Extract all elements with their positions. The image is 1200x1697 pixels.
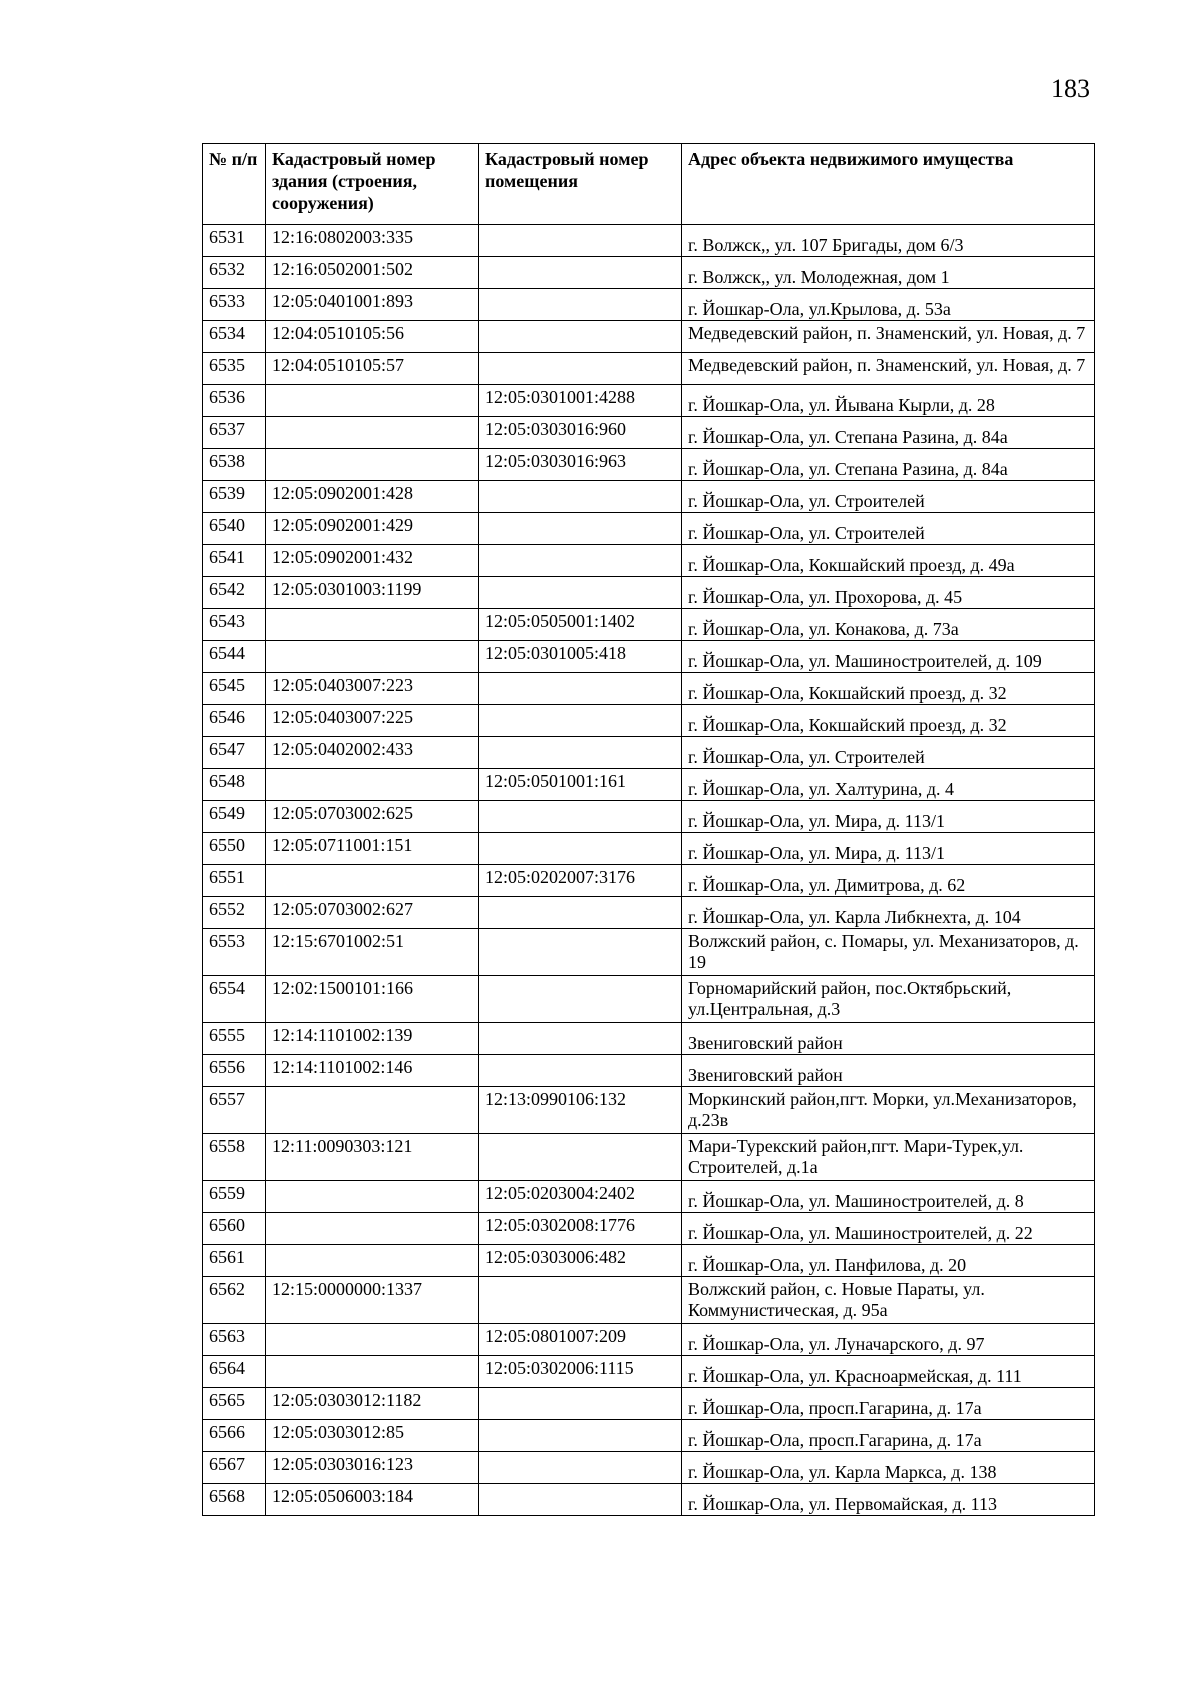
cell-number: 6531 (203, 225, 266, 257)
table-row (203, 929, 1095, 976)
cell-address: Мари-Турекский район,пгт. Мари-Турек,ул. Строителей, д.1а (682, 1134, 1095, 1181)
cell-address: г. Йошкар-Ола, просп.Гагарина, д. 17а (682, 1420, 1095, 1452)
table-row (203, 513, 1095, 545)
cell-building-cadastral: 12:05:0902001:432 (266, 545, 479, 577)
cell-building-cadastral: 12:05:0303012:85 (266, 1420, 479, 1452)
table-row (203, 1388, 1095, 1420)
table-row (203, 1324, 1095, 1356)
cell-building-cadastral (266, 1087, 479, 1134)
cell-address: г. Йошкар-Ола, ул. Степана Разина, д. 84а (682, 449, 1095, 481)
cell-building-cadastral: 12:16:0802003:335 (266, 225, 479, 257)
cell-address: г. Йошкар-Ола, Кокшайский проезд, д. 32 (682, 673, 1095, 705)
cell-building-cadastral (266, 417, 479, 449)
table-row (203, 1245, 1095, 1277)
cell-number: 6549 (203, 801, 266, 833)
cell-number: 6553 (203, 929, 266, 976)
cell-room-cadastral (479, 289, 682, 321)
cell-address: г. Йошкар-Ола, ул. Прохорова, д. 45 (682, 577, 1095, 609)
table-row (203, 609, 1095, 641)
cell-building-cadastral (266, 609, 479, 641)
cell-room-cadastral (479, 545, 682, 577)
table-row (203, 481, 1095, 513)
cell-building-cadastral: 12:05:0403007:223 (266, 673, 479, 705)
cell-room-cadastral: 12:05:0301001:4288 (479, 385, 682, 417)
cell-room-cadastral: 12:05:0203004:2402 (479, 1181, 682, 1213)
table-row (203, 769, 1095, 801)
cell-building-cadastral: 12:05:0401001:893 (266, 289, 479, 321)
table-row (203, 289, 1095, 321)
table-row (203, 833, 1095, 865)
cell-address: Медведевский район, п. Знаменский, ул. Новая, д. 7 (682, 321, 1095, 353)
cell-address: г. Йошкар-Ола, ул. Карла Либкнехта, д. 104 (682, 897, 1095, 929)
cell-room-cadastral (479, 577, 682, 609)
cell-address: г. Йошкар-Ола, ул. Строителей (682, 737, 1095, 769)
table-row (203, 385, 1095, 417)
cell-building-cadastral: 12:05:0402002:433 (266, 737, 479, 769)
cell-address: г. Йошкар-Ола, ул. Йывана Кырли, д. 28 (682, 385, 1095, 417)
cell-building-cadastral (266, 1181, 479, 1213)
cell-room-cadastral: 12:05:0501001:161 (479, 769, 682, 801)
header-address: Адрес объекта недвижимого имущества (682, 144, 1095, 225)
cell-number: 6554 (203, 976, 266, 1023)
cell-number: 6551 (203, 865, 266, 897)
cell-number: 6535 (203, 353, 266, 385)
table-row (203, 1134, 1095, 1181)
cell-room-cadastral (479, 1277, 682, 1324)
table-row (203, 321, 1095, 353)
cell-room-cadastral: 12:05:0302008:1776 (479, 1213, 682, 1245)
table-row (203, 737, 1095, 769)
cell-address: г. Йошкар-Ола, ул. Строителей (682, 513, 1095, 545)
cell-building-cadastral: 12:14:1101002:139 (266, 1023, 479, 1055)
cell-number: 6541 (203, 545, 266, 577)
cell-room-cadastral (479, 801, 682, 833)
table-row (203, 257, 1095, 289)
cell-address: Медведевский район, п. Знаменский, ул. Новая, д. 7 (682, 353, 1095, 385)
table-header (203, 144, 1095, 225)
cell-building-cadastral: 12:11:0090303:121 (266, 1134, 479, 1181)
cell-building-cadastral: 12:05:0703002:627 (266, 897, 479, 929)
cell-address: г. Йошкар-Ола, просп.Гагарина, д. 17а (682, 1388, 1095, 1420)
cell-building-cadastral: 12:05:0711001:151 (266, 833, 479, 865)
table-row (203, 1213, 1095, 1245)
cell-number: 6545 (203, 673, 266, 705)
cell-number: 6538 (203, 449, 266, 481)
cell-room-cadastral: 12:05:0505001:1402 (479, 609, 682, 641)
table-row (203, 1181, 1095, 1213)
cell-address: г. Йошкар-Ола, ул. Карла Маркса, д. 138 (682, 1452, 1095, 1484)
cell-building-cadastral: 12:05:0703002:625 (266, 801, 479, 833)
cell-address: г. Йошкар-Ола, ул. Конакова, д. 73а (682, 609, 1095, 641)
cell-number: 6566 (203, 1420, 266, 1452)
table-row (203, 705, 1095, 737)
cell-number: 6557 (203, 1087, 266, 1134)
cell-room-cadastral (479, 1055, 682, 1087)
cell-room-cadastral: 12:05:0202007:3176 (479, 865, 682, 897)
table-row (203, 1484, 1095, 1516)
cell-address: г. Йошкар-Ола, Кокшайский проезд, д. 32 (682, 705, 1095, 737)
cell-room-cadastral (479, 1484, 682, 1516)
cell-building-cadastral (266, 865, 479, 897)
cell-address: г. Йошкар-Ола, ул. Димитрова, д. 62 (682, 865, 1095, 897)
cell-address: г. Йошкар-Ола, ул. Халтурина, д. 4 (682, 769, 1095, 801)
cell-number: 6548 (203, 769, 266, 801)
cell-address: г. Йошкар-Ола, ул. Машиностроителей, д. 8 (682, 1181, 1095, 1213)
cell-number: 6561 (203, 1245, 266, 1277)
cell-building-cadastral: 12:05:0301003:1199 (266, 577, 479, 609)
cell-room-cadastral (479, 673, 682, 705)
cell-number: 6539 (203, 481, 266, 513)
cell-number: 6552 (203, 897, 266, 929)
table-row (203, 1087, 1095, 1134)
cell-number: 6563 (203, 1324, 266, 1356)
cell-number: 6537 (203, 417, 266, 449)
cell-address: г. Йошкар-Ола, ул. Луначарского, д. 97 (682, 1324, 1095, 1356)
cell-number: 6562 (203, 1277, 266, 1324)
cell-room-cadastral (479, 353, 682, 385)
property-registry-table (202, 143, 1095, 1516)
cell-building-cadastral (266, 385, 479, 417)
cell-room-cadastral: 12:05:0303006:482 (479, 1245, 682, 1277)
cell-address: г. Йошкар-Ола, ул.Крылова, д. 53а (682, 289, 1095, 321)
cell-number: 6564 (203, 1356, 266, 1388)
cell-building-cadastral: 12:15:0000000:1337 (266, 1277, 479, 1324)
cell-room-cadastral (479, 225, 682, 257)
cell-building-cadastral (266, 641, 479, 673)
cell-room-cadastral (479, 929, 682, 976)
cell-building-cadastral: 12:04:0510105:56 (266, 321, 479, 353)
cell-building-cadastral: 12:05:0506003:184 (266, 1484, 479, 1516)
table-body (203, 225, 1095, 1516)
table-row (203, 1055, 1095, 1087)
cell-address: Моркинский район,пгт. Морки, ул.Механизаторов, д.23в (682, 1087, 1095, 1134)
cell-room-cadastral (479, 513, 682, 545)
cell-number: 6546 (203, 705, 266, 737)
table-row (203, 641, 1095, 673)
cell-building-cadastral: 12:04:0510105:57 (266, 353, 479, 385)
cell-address: г. Йошкар-Ола, Кокшайский проезд, д. 49а (682, 545, 1095, 577)
table-row (203, 801, 1095, 833)
cell-number: 6556 (203, 1055, 266, 1087)
cell-room-cadastral (479, 833, 682, 865)
cell-number: 6558 (203, 1134, 266, 1181)
table-row (203, 897, 1095, 929)
header-room-cadastral: Кадастровый номер помещения (479, 144, 682, 225)
cell-building-cadastral: 12:15:6701002:51 (266, 929, 479, 976)
cell-building-cadastral: 12:05:0902001:429 (266, 513, 479, 545)
cell-address: г. Йошкар-Ола, ул. Машиностроителей, д. 22 (682, 1213, 1095, 1245)
cell-room-cadastral: 12:05:0303016:960 (479, 417, 682, 449)
cell-address: г. Йошкар-Ола, ул. Первомайская, д. 113 (682, 1484, 1095, 1516)
cell-address: г. Йошкар-Ола, ул. Строителей (682, 481, 1095, 513)
cell-room-cadastral (479, 481, 682, 513)
cell-number: 6547 (203, 737, 266, 769)
cell-number: 6542 (203, 577, 266, 609)
cell-room-cadastral: 12:05:0302006:1115 (479, 1356, 682, 1388)
cell-address: г. Йошкар-Ола, ул. Мира, д. 113/1 (682, 833, 1095, 865)
cell-number: 6536 (203, 385, 266, 417)
table-row (203, 449, 1095, 481)
cell-room-cadastral (479, 1452, 682, 1484)
cell-building-cadastral (266, 1356, 479, 1388)
cell-number: 6550 (203, 833, 266, 865)
cell-number: 6533 (203, 289, 266, 321)
table-row (203, 1420, 1095, 1452)
cell-room-cadastral (479, 1023, 682, 1055)
cell-room-cadastral (479, 1388, 682, 1420)
cell-room-cadastral: 12:05:0301005:418 (479, 641, 682, 673)
cell-room-cadastral (479, 737, 682, 769)
header-building-cadastral: Кадастровый номер здания (строения, сооружения) (266, 144, 479, 225)
cell-address: г. Йошкар-Ола, ул. Мира, д. 113/1 (682, 801, 1095, 833)
cell-number: 6567 (203, 1452, 266, 1484)
cell-address: г. Йошкар-Ола, ул. Красноармейская, д. 111 (682, 1356, 1095, 1388)
cell-room-cadastral (479, 1420, 682, 1452)
cell-address: Звениговский район (682, 1023, 1095, 1055)
cell-number: 6555 (203, 1023, 266, 1055)
cell-number: 6544 (203, 641, 266, 673)
table-row (203, 1356, 1095, 1388)
table-row (203, 673, 1095, 705)
cell-room-cadastral (479, 1134, 682, 1181)
table-row (203, 865, 1095, 897)
cell-address: г. Йошкар-Ола, ул. Панфилова, д. 20 (682, 1245, 1095, 1277)
table-row (203, 225, 1095, 257)
cell-building-cadastral: 12:02:1500101:166 (266, 976, 479, 1023)
cell-address: г. Волжск,, ул. 107 Бригады, дом 6/3 (682, 225, 1095, 257)
cell-number: 6559 (203, 1181, 266, 1213)
cell-building-cadastral: 12:16:0502001:502 (266, 257, 479, 289)
cell-address: г. Йошкар-Ола, ул. Машиностроителей, д. 109 (682, 641, 1095, 673)
cell-room-cadastral (479, 705, 682, 737)
cell-address: Волжский район, с. Новые Параты, ул. Коммунистическая, д. 95а (682, 1277, 1095, 1324)
table-row (203, 417, 1095, 449)
cell-number: 6532 (203, 257, 266, 289)
cell-room-cadastral: 12:05:0303016:963 (479, 449, 682, 481)
cell-building-cadastral: 12:05:0303016:123 (266, 1452, 479, 1484)
cell-building-cadastral (266, 1245, 479, 1277)
table-row (203, 976, 1095, 1023)
cell-number: 6543 (203, 609, 266, 641)
cell-room-cadastral: 12:05:0801007:209 (479, 1324, 682, 1356)
cell-room-cadastral (479, 321, 682, 353)
table-row (203, 353, 1095, 385)
cell-address: Звениговский район (682, 1055, 1095, 1087)
cell-building-cadastral (266, 1324, 479, 1356)
cell-room-cadastral (479, 897, 682, 929)
cell-building-cadastral: 12:05:0403007:225 (266, 705, 479, 737)
cell-building-cadastral (266, 449, 479, 481)
cell-room-cadastral: 12:13:0990106:132 (479, 1087, 682, 1134)
cell-building-cadastral (266, 769, 479, 801)
cell-number: 6568 (203, 1484, 266, 1516)
cell-address: Горномарийский район, пос.Октябрьский, ул.Центральная, д.3 (682, 976, 1095, 1023)
cell-number: 6534 (203, 321, 266, 353)
cell-building-cadastral: 12:05:0902001:428 (266, 481, 479, 513)
table-row (203, 545, 1095, 577)
cell-number: 6560 (203, 1213, 266, 1245)
cell-address: г. Волжск,, ул. Молодежная, дом 1 (682, 257, 1095, 289)
table-row (203, 1452, 1095, 1484)
table-row (203, 1277, 1095, 1324)
cell-building-cadastral (266, 1213, 479, 1245)
header-row (203, 144, 1095, 225)
cell-building-cadastral: 12:05:0303012:1182 (266, 1388, 479, 1420)
cell-room-cadastral (479, 976, 682, 1023)
header-number: № п/п (203, 144, 266, 225)
cell-room-cadastral (479, 257, 682, 289)
page-number: 183 (1051, 74, 1090, 103)
cell-building-cadastral: 12:14:1101002:146 (266, 1055, 479, 1087)
cell-number: 6540 (203, 513, 266, 545)
table-row (203, 577, 1095, 609)
cell-address: Волжский район, с. Помары, ул. Механизаторов, д. 19 (682, 929, 1095, 976)
table-row (203, 1023, 1095, 1055)
cell-number: 6565 (203, 1388, 266, 1420)
cell-address: г. Йошкар-Ола, ул. Степана Разина, д. 84а (682, 417, 1095, 449)
